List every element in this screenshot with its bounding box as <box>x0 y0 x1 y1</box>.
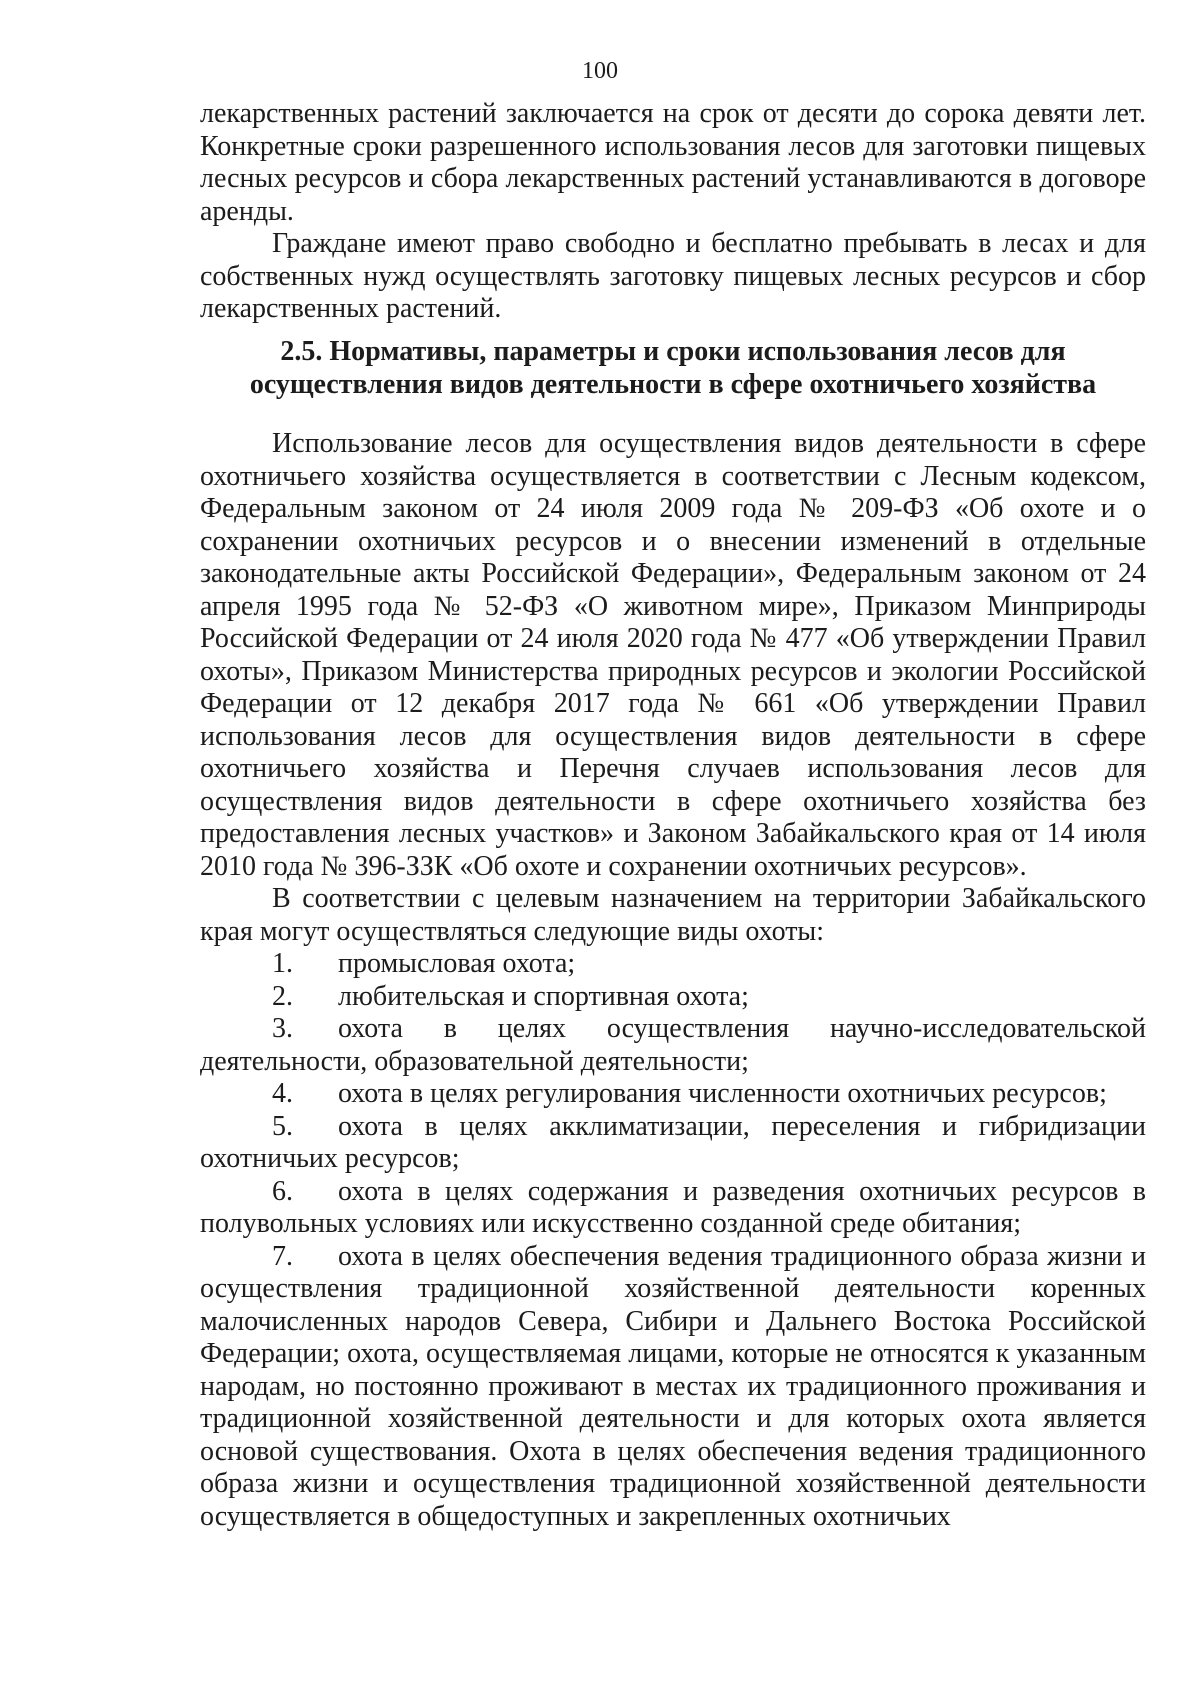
list-item-number: 6. <box>272 1175 293 1207</box>
list-item-number: 2. <box>272 980 293 1012</box>
list-item <box>200 1241 1146 1534</box>
list-item <box>200 948 1146 981</box>
paragraph-hunting-types-intro: В соответствии с целевым назначением на территории Забайкальского края могут осуществляться следующие виды охоты: <box>200 883 1146 947</box>
list-item <box>200 981 1146 1014</box>
section-heading-line-2: осуществления видов деятельности в сфере охотничьего хозяйства <box>249 368 1097 400</box>
paragraph-lease-terms: лекарственных растений заключается на срок от десяти до сорока девяти лет. Конкретные сроки разрешенного использования лесов для заготовки пищевых лесных ресурсов и сбора лекарственных растений устанавливаются в договоре аренды. <box>200 98 1146 227</box>
list-item-text: охота в целях осуществления научно-исследовательской деятельности, образовательной деятельности; <box>200 1013 1146 1077</box>
list-item-number: 5. <box>272 1110 293 1142</box>
list-item <box>200 1111 1146 1176</box>
list-item-text: охота в целях акклиматизации, переселения и гибридизации охотничьих ресурсов; <box>200 1110 1146 1174</box>
list-item <box>200 1176 1146 1241</box>
section-heading-line-1: 2.5. Нормативы, параметры и сроки использования лесов для <box>280 336 1066 367</box>
list-item-number: 7. <box>272 1240 293 1272</box>
list-item-text: охота в целях регулирования численности охотничьих ресурсов; <box>338 1078 1107 1109</box>
list-item <box>200 1013 1146 1078</box>
list-item-text: охота в целях обеспечения ведения традиционного образа жизни и осуществления традиционной хозяйственной деятельности коренных малочисленных народов Севера, Сибири и Дальнего Востока Российской Федерации; охота, осуществляемая лицами, которые не относятся к указанным народам, но постоянно проживают в местах их традиционного проживания и традиционной хозяйственной деятельности и для которых охота является основой существования. Охота в целях обеспечения ведения традиционного образа жизни и осуществления традиционной хозяйственной деятельности осуществляется в общедоступных и закрепленных охотничьих <box>200 1240 1146 1532</box>
list-item-number: 4. <box>272 1078 293 1109</box>
page-number: 100 <box>582 58 618 84</box>
list-item-text: промысловая охота; <box>338 948 576 979</box>
paragraph-legal-basis: Использование лесов для осуществления видов деятельности в сфере охотничьего хозяйства осуществляется в соответствии с Лесным кодексом, Федеральным законом от 24 июля 2009 года № 209-ФЗ «Об охоте и о сохранении охотничьих ресурсов и о внесении изменений в отдельные законодательные акты Российской Федерации», Федеральным законом от 24 апреля 1995 года № 52-ФЗ «О животном мире», Приказом Минприроды Российской Федерации от 24 июля 2020 года № 477 «Об утверждении Правил охоты», Приказом Министерства природных ресурсов и экологии Российской Федерации от 12 декабря 2017 года № 661 «Об утверждении Правил использования лесов для осуществления видов деятельности в сфере охотничьего хозяйства и Перечня случаев использования лесов для осуществления видов деятельности в сфере охотничьего хозяйства без предоставления лесных участков» и Законом Забайкальского края от 14 июля 2010 года № 396-ЗЗК «Об охоте и сохранении охотничьих ресурсов». <box>200 428 1146 882</box>
list-item-number: 3. <box>272 1013 293 1044</box>
intro-text-block <box>200 98 1146 326</box>
list-item-number: 1. <box>272 948 293 979</box>
list-item-text: охота в целях содержания и разведения охотничьих ресурсов в полувольных условиях или искусственно созданной среде обитания; <box>200 1175 1146 1239</box>
list-item <box>200 1078 1146 1111</box>
list-item-text: любительская и спортивная охота; <box>338 980 749 1012</box>
section-heading <box>200 336 1146 401</box>
main-text-block <box>200 428 1146 1533</box>
hunting-types-list <box>200 948 1146 1533</box>
paragraph-citizens-rights: Граждане имеют право свободно и бесплатно пребывать в лесах и для собственных нужд осуществлять заготовку пищевых лесных ресурсов и сбор лекарственных растений. <box>200 228 1146 324</box>
